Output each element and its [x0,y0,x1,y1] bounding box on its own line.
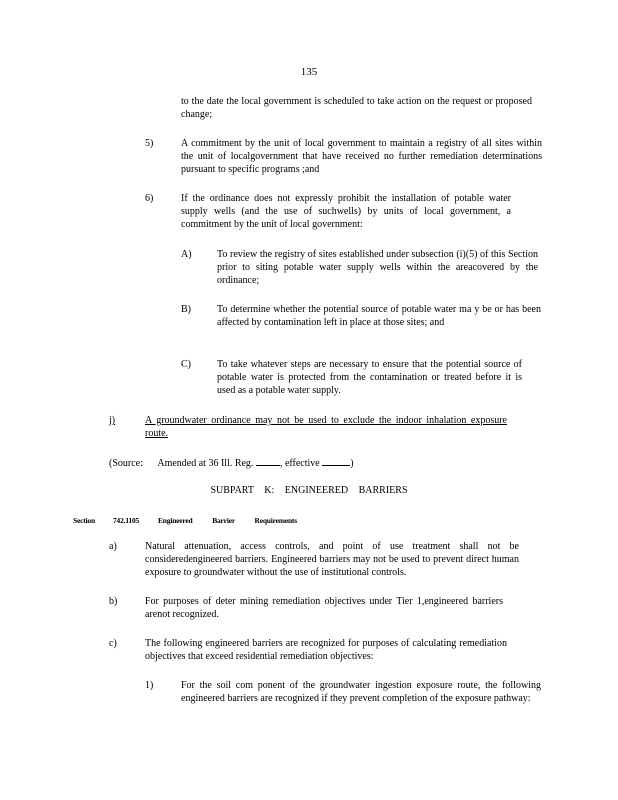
item-A-label: A) [181,249,192,260]
subpart-heading: SUBPART K: ENGINEERED BARRIERS [210,485,408,496]
register-blank [256,456,280,466]
item-5-label: 5) [145,138,154,149]
page-number: 135 [300,66,318,78]
source-effective: , effective [279,458,320,469]
source-prefix: (Source: [109,458,143,469]
item-C-text: To take whatever steps are necessary to ensure that the potential source of potable water is protected from the contamination or treated before it is used as a potable water supply. [217,359,522,396]
item-c-text: The following engineered barriers are recognized for purposes of calculating remediation objectives that exceed residential remediation objectives: [145,638,507,662]
item-5-text: A commitment by the unit of local government to maintain a registry of all sites within the unit of localgovernment that have received no further remediation determinations pursuant to specific programs ;and [181,138,542,175]
item-1-label: 1) [145,680,154,691]
source-close: ) [350,458,354,469]
item-6-label: 6) [145,193,154,204]
source-note [109,456,354,470]
item-B-text: To determine whether the potential source of potable water ma y be or has been affected by contamination left in place at those sites; and [217,304,541,328]
item-b-text: For purposes of deter mining remediation objectives under Tier 1,engineered barriers arenot recognized. [145,596,503,620]
item-B-label: B) [181,304,191,315]
item-1-text: For the soil com ponent of the groundwater ingestion exposure route, the following engineered barriers are recognized if they prevent completion of the exposure pathway: [181,680,541,704]
section-title: Engineered Barrier Requirements [158,516,297,525]
section-label: Section [73,516,95,525]
item-a-text: Natural attenuation, access controls, and point of use treatment shall not be consideredengineered barriers. Engineered barriers may not be used to prevent direct human exposure to groundwater without the use of institutional controls. [145,541,519,578]
source-amended: Amended at 36 Ill. Reg. [157,458,254,469]
section-number: 742.1105 [113,516,140,525]
item-c-label: c) [109,638,117,649]
item-a-label: a) [109,541,117,552]
effective-date-blank [322,456,350,466]
item-j-label: j) [109,415,116,426]
continued-paragraph: to the date the local government is scheduled to take action on the request or proposed change; [181,96,532,120]
item-A-text: To review the registry of sites established under subsection (i)(5) of this Section prior to siting potable water supply wells within the areacovered by the ordinance; [217,249,538,286]
item-C-label: C) [181,359,191,370]
item-b-label: b) [109,596,118,607]
item-j-text: A groundwater ordinance may not be used to exclude the indoor inhalation exposure route. [145,415,507,439]
item-6-text: If the ordinance does not expressly prohibit the installation of potable water supply wells (and the use of suchwells) by units of local government, a commitment by the unit of local government: [181,193,511,230]
